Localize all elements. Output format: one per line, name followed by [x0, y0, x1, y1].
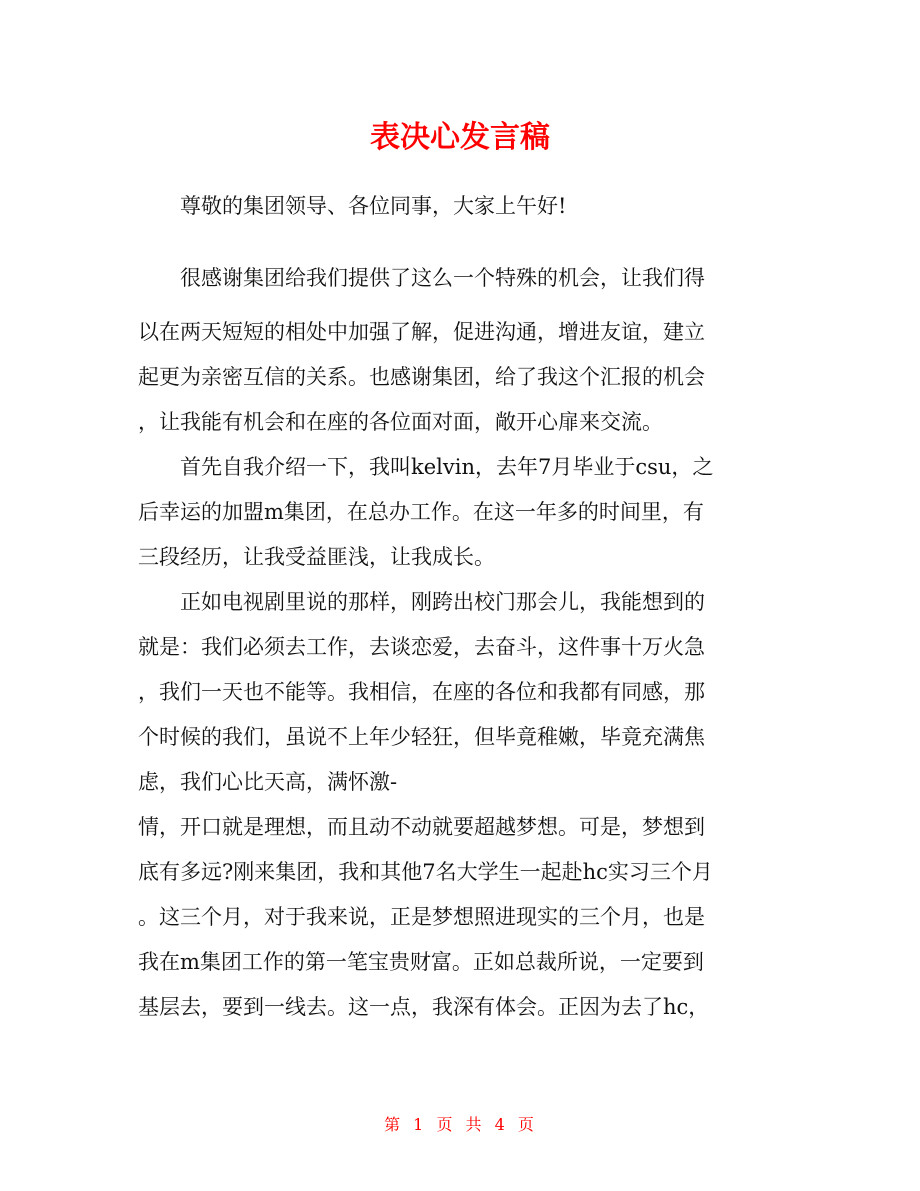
paragraph-line: ，让我能有机会和在座的各位面对面，敞开心扉来交流。	[138, 410, 663, 434]
paragraph-line: 底有多远?刚来集团，我和其他7名大学生一起赴hc实习三个月	[138, 860, 713, 884]
paragraph-line: 情，开口就是理想，而且动不动就要超越梦想。可是，梦想到	[138, 815, 705, 839]
paragraph-line: 很感谢集团给我们提供了这么一个特殊的机会，让我们得	[180, 266, 705, 290]
paragraph-line: 起更为亲密互信的关系。也感谢集团，给了我这个汇报的机会	[138, 365, 705, 389]
paragraph-line: 以在两天短短的相处中加强了解，促进沟通，增进友谊，建立	[138, 320, 705, 344]
paragraph-line: 尊敬的集团领导、各位同事，大家上午好!	[180, 194, 567, 218]
paragraph-line: 我在m集团工作的第一笔宝贵财富。正如总裁所说，一定要到	[138, 950, 704, 974]
paragraph-line: 虑，我们心比天高，满怀激-	[138, 770, 398, 794]
paragraph-line: 就是：我们必须去工作，去谈恋爱，去奋斗，这件事十万火急	[138, 635, 705, 659]
paragraph-line: 。这三个月，对于我来说，正是梦想照进现实的三个月，也是	[138, 905, 705, 929]
paragraph-line: ，我们一天也不能等。我相信，在座的各位和我都有同感，那	[138, 680, 705, 704]
paragraph-line: 个时候的我们，虽说不上年少轻狂，但毕竟稚嫩，毕竟充满焦	[138, 725, 705, 749]
page-title: 表决心发言稿	[370, 120, 550, 155]
paragraph-line: 基层去，要到一线去。这一点，我深有体会。正因为去了hc，	[138, 995, 710, 1019]
paragraph-line: 三段经历，让我受益匪浅，让我成长。	[138, 545, 495, 569]
paragraph-line: 后幸运的加盟m集团，在总办工作。在这一年多的时间里，有	[138, 500, 704, 524]
paragraph-line: 正如电视剧里说的那样，刚跨出校门那会儿，我能想到的	[180, 590, 705, 614]
page-footer: 第 1 页 共 4 页	[384, 1115, 536, 1134]
paragraph-line: 首先自我介绍一下，我叫kelvin，去年7月毕业于csu，之	[180, 455, 714, 479]
